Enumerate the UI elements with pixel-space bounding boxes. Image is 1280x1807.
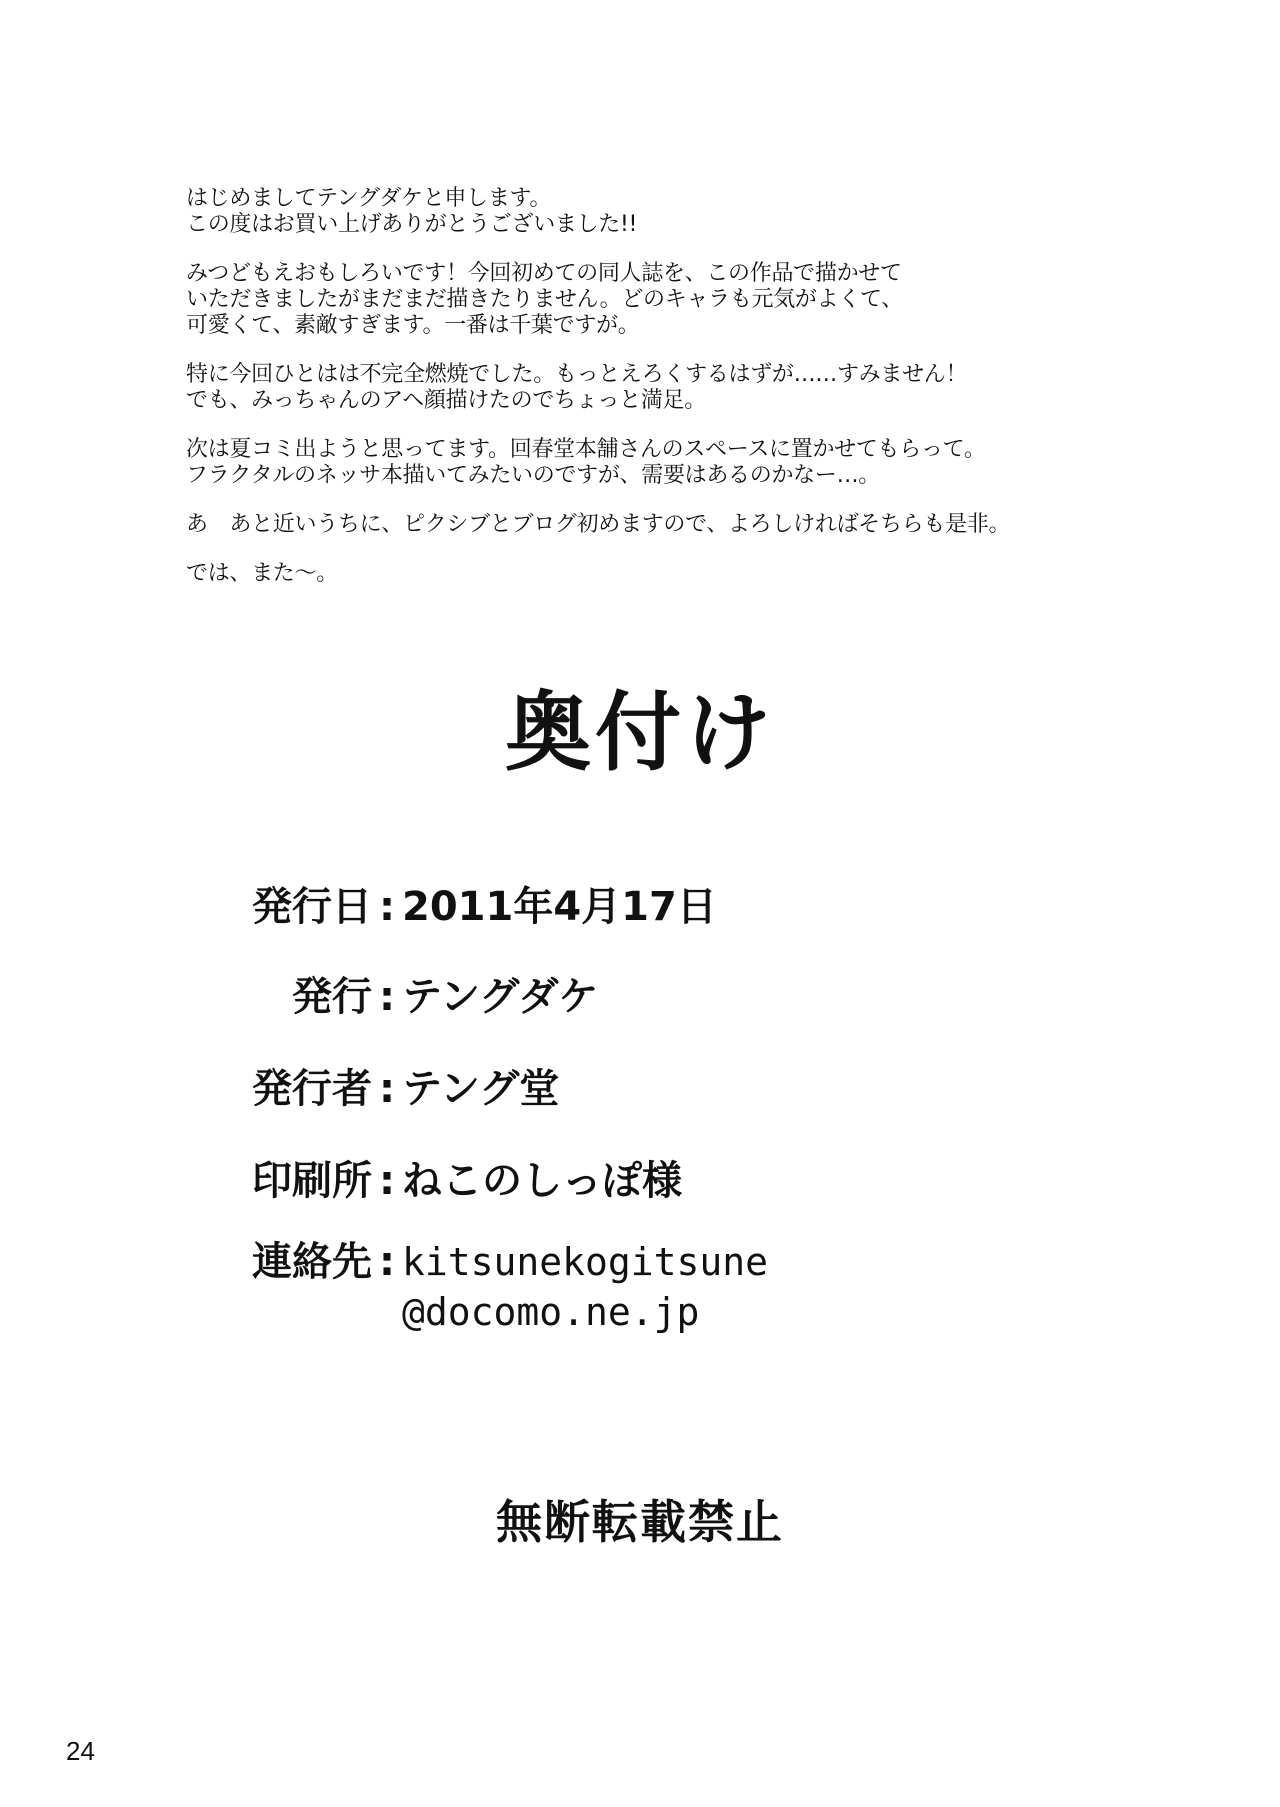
colon: :	[379, 1066, 395, 1112]
colophon-row-printer	[0, 1149, 682, 1206]
colon: :	[379, 884, 395, 930]
afterword-paragraph-closing: では、また〜。	[186, 561, 338, 586]
contact-email	[402, 1237, 768, 1337]
publisher-label: 発行	[292, 974, 372, 1020]
page-number: 24	[66, 1736, 95, 1766]
date-label: 発行日	[252, 884, 372, 930]
printer-label: 印刷所	[252, 1158, 372, 1204]
colophon-row-date	[0, 875, 717, 932]
issuer-value: テング堂	[402, 1065, 560, 1112]
colon: :	[379, 1158, 395, 1204]
colophon-row-issuer	[0, 1057, 559, 1114]
date-value: 2011年4月17日	[402, 884, 717, 930]
contact-label: 連絡先	[252, 1239, 372, 1285]
colophon-row-contact	[0, 1237, 768, 1337]
publisher-value: テングダケ	[402, 973, 599, 1020]
colon: :	[379, 974, 395, 1020]
no-reproduction-notice: 無断転載禁止	[496, 1495, 784, 1549]
afterword-paragraph-impressions: みつどもえおもしろいです！今回初めての同人誌を、この作品で描かせて いただきましたがまだまだ描きたりません。どのキャラも元気がよくて、 可愛くて、素敵すぎます。一番は千葉ですが。	[186, 261, 903, 338]
afterword-paragraph-regret: 特に今回ひとはは不完全燃焼でした。もっとえろくするはずが……すみません！ でも、みっちゃんのアヘ顔描けたのでちょっと満足。	[186, 362, 968, 413]
afterword-paragraph-pixiv-blog: あ あと近いうちに、ピクシブとブログ初めますので、よろしければそちらも是非。	[186, 512, 1011, 537]
colon: :	[379, 1239, 395, 1285]
afterword-paragraph-greeting: はじめましてテングダケと申します。 この度はお買い上げありがとうございました!!	[186, 186, 638, 237]
issuer-label: 発行者	[252, 1066, 372, 1112]
contact-email-local: kitsunekogitsune	[402, 1240, 769, 1284]
afterword	[186, 186, 1186, 610]
colophon-title: 奥付け	[505, 683, 775, 783]
printer-value: ねこのしっぽ様	[402, 1157, 682, 1204]
contact-email-domain: @docomo.ne.jp	[402, 1290, 700, 1334]
afterword-paragraph-next-event: 次は夏コミ出ようと思ってます。回春堂本舗さんのスペースに置かせてもらって。 フラクタルのネッサ本描いてみたいのですが、需要はあるのかなー…。	[186, 437, 986, 488]
colophon-row-publisher	[0, 965, 598, 1022]
